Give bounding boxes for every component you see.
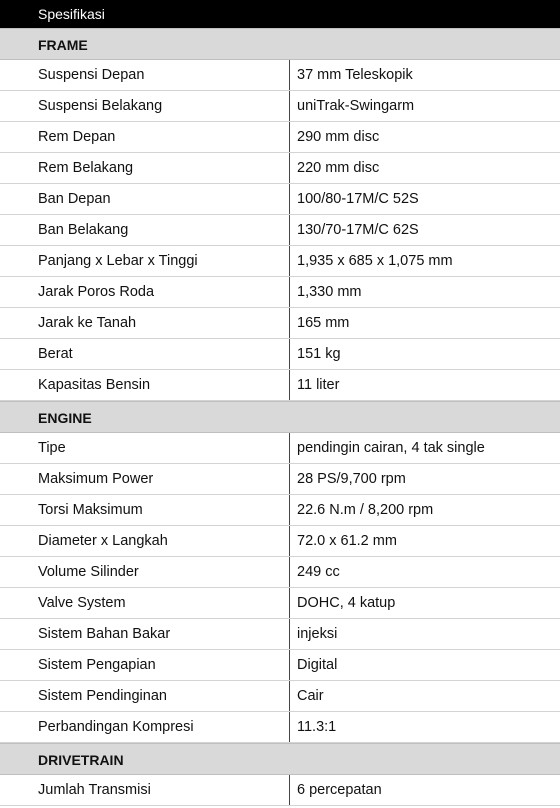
spec-label: Jumlah Transmisi: [0, 775, 290, 805]
spec-label: Jarak ke Tanah: [0, 308, 290, 338]
spec-row: [0, 712, 560, 743]
spec-label: Jarak Poros Roda: [0, 277, 290, 307]
spec-value: uniTrak-Swingarm: [297, 98, 415, 114]
spec-label: Panjang x Lebar x Tinggi: [0, 246, 290, 276]
spec-row: [0, 215, 560, 246]
spec-row: [0, 277, 560, 308]
spec-value: 1,935 x 685 x 1,075 mm: [297, 253, 453, 269]
spec-value: 37 mm Teleskopik: [297, 67, 413, 83]
spec-label: Valve System: [0, 588, 290, 618]
spec-row: [0, 775, 560, 806]
spec-value: 290 mm disc: [297, 129, 380, 145]
spec-title: Spesifikasi: [0, 0, 560, 28]
spec-label: Kapasitas Bensin: [0, 370, 290, 400]
spec-value: 151 kg: [297, 346, 341, 362]
spec-value: 165 mm: [297, 315, 350, 331]
spec-value: 72.0 x 61.2 mm: [297, 533, 397, 549]
spec-value: pendingin cairan, 4 tak single: [297, 440, 485, 456]
spec-row: [0, 153, 560, 184]
spec-label: Sistem Pengapian: [0, 650, 290, 680]
spec-row: [0, 464, 560, 495]
spec-row: [0, 433, 560, 464]
spec-value: 249 cc: [297, 564, 340, 580]
spec-value: DOHC, 4 katup: [297, 595, 396, 611]
spec-value: 100/80-17M/C 52S: [297, 191, 419, 207]
spec-row: [0, 588, 560, 619]
spec-value: Digital: [297, 657, 338, 673]
spec-value: 22.6 N.m / 8,200 rpm: [297, 502, 434, 518]
spec-label: Suspensi Belakang: [0, 91, 290, 121]
spec-row: [0, 308, 560, 339]
spec-label: Perbandingan Kompresi: [0, 712, 290, 742]
spec-label: Volume Silinder: [0, 557, 290, 587]
spec-value: 220 mm disc: [297, 160, 380, 176]
section-header-engine: ENGINE: [0, 401, 560, 433]
spec-label: Ban Belakang: [0, 215, 290, 245]
spec-row: [0, 650, 560, 681]
spec-label: Suspensi Depan: [0, 60, 290, 90]
spec-row: [0, 122, 560, 153]
spec-row: [0, 495, 560, 526]
spec-row: [0, 681, 560, 712]
section-header-drivetrain: DRIVETRAIN: [0, 743, 560, 775]
spec-label: Sistem Pendinginan: [0, 681, 290, 711]
spec-value: 11 liter: [297, 377, 340, 393]
spec-row: [0, 91, 560, 122]
spec-value: 11.3:1: [297, 719, 337, 735]
spec-value: injeksi: [297, 626, 338, 642]
spec-label: Sistem Bahan Bakar: [0, 619, 290, 649]
spec-value: 130/70-17M/C 62S: [297, 222, 419, 238]
spec-row: [0, 339, 560, 370]
spec-value: 6 percepatan: [297, 782, 382, 798]
spec-label: Maksimum Power: [0, 464, 290, 494]
spec-row: [0, 619, 560, 650]
spec-value: 1,330 mm: [297, 284, 362, 300]
spec-row: [0, 557, 560, 588]
spec-label: Tipe: [0, 433, 290, 463]
spec-value: Cair: [297, 688, 324, 704]
spec-label: Diameter x Langkah: [0, 526, 290, 556]
spec-label: Rem Depan: [0, 122, 290, 152]
spec-row: [0, 526, 560, 557]
spec-label: Berat: [0, 339, 290, 369]
spec-row: [0, 184, 560, 215]
spec-value: 28 PS/9,700 rpm: [297, 471, 406, 487]
spec-row: [0, 370, 560, 401]
spec-label: Torsi Maksimum: [0, 495, 290, 525]
spec-label: Rem Belakang: [0, 153, 290, 183]
spec-row: [0, 60, 560, 91]
spec-label: Ban Depan: [0, 184, 290, 214]
section-header-frame: FRAME: [0, 28, 560, 60]
spec-row: [0, 246, 560, 277]
